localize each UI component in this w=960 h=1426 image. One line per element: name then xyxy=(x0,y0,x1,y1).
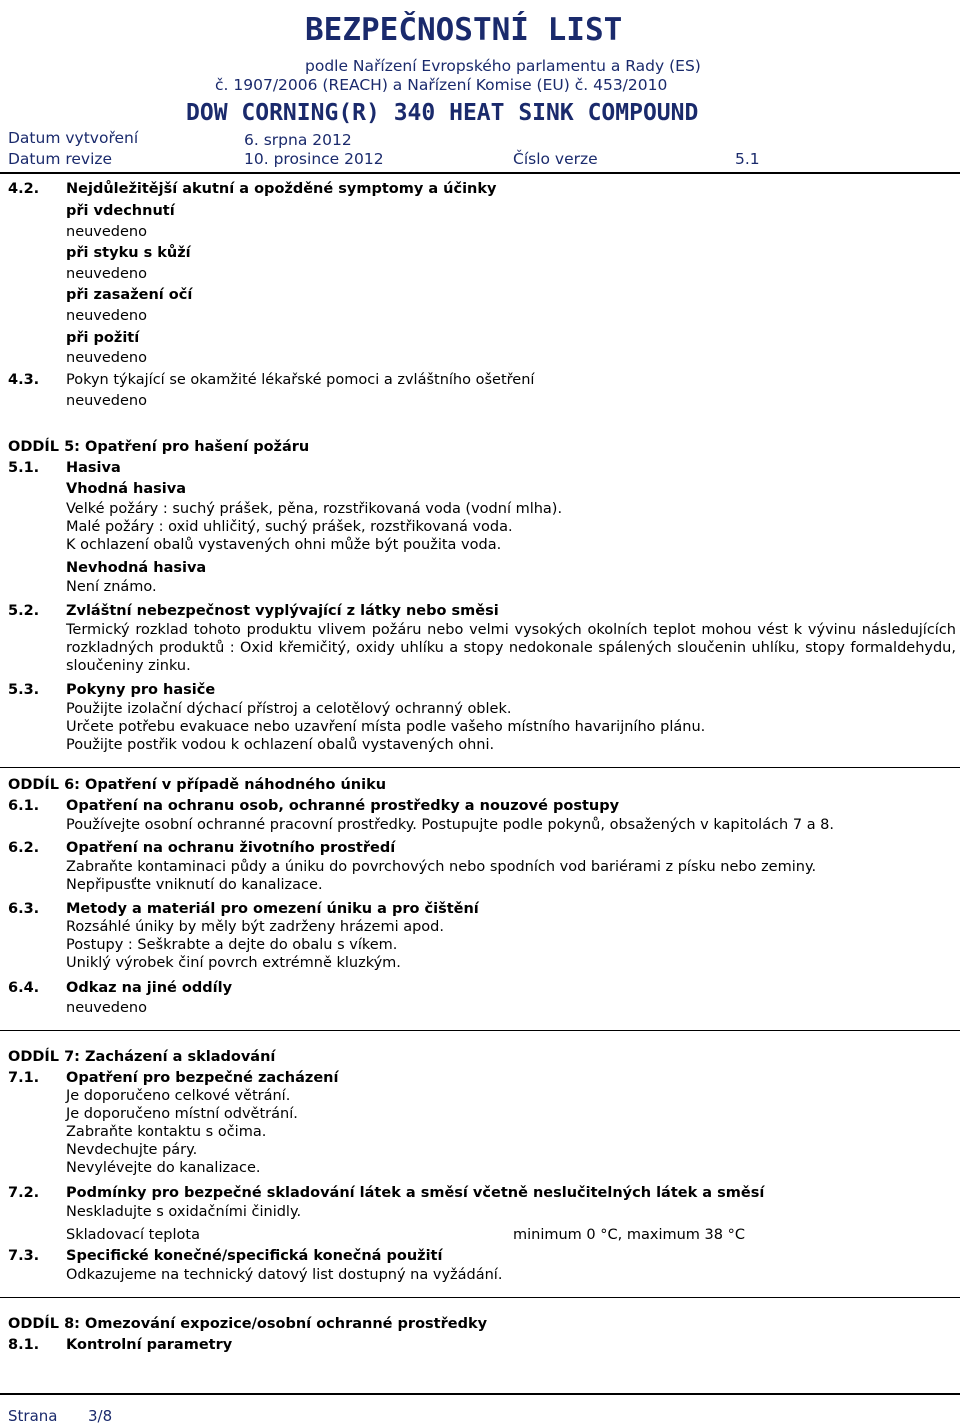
subheading: Nevhodná hasiva xyxy=(66,560,207,576)
section-heading: ODDÍL 6: Opatření v případě náhodného úniku xyxy=(8,777,387,793)
section-title: Odkaz na jiné oddíly xyxy=(66,980,233,996)
regulation-subtitle-1: podle Nařízení Evropského parlamentu a Rady (ES) xyxy=(305,57,701,75)
value-text: neuvedeno xyxy=(66,393,147,409)
created-value: 6. srpna 2012 xyxy=(244,131,352,149)
section-number: 4.3. xyxy=(8,372,40,388)
subheading: při požití xyxy=(66,330,140,346)
text-line: Velké požáry : suchý prášek, pěna, rozstřikovaná voda (vodní mlha). xyxy=(66,501,563,517)
section-title: Zvláštní nebezpečnost vyplývající z látky nebo směsi xyxy=(66,603,499,619)
section-number: 5.2. xyxy=(8,603,40,619)
section-number: 6.3. xyxy=(8,901,40,917)
value-text: neuvedeno xyxy=(66,1000,147,1016)
section-number: 7.1. xyxy=(8,1070,40,1086)
text-line: K ochlazení obalů vystavených ohni může být použita voda. xyxy=(66,537,502,553)
section-title: Opatření na ochranu osob, ochranné prostředky a nouzové postupy xyxy=(66,798,620,814)
section-title: Metody a materiál pro omezení úniku a pro čištění xyxy=(66,901,479,917)
storage-temperature-label: Skladovací teplota xyxy=(66,1227,200,1243)
product-name: DOW CORNING(R) 340 HEAT SINK COMPOUND xyxy=(186,100,699,126)
section-title: Nejdůležitější akutní a opožděné symptomy a účinky xyxy=(66,181,497,197)
text-line: Neskladujte s oxidačními činidly. xyxy=(66,1204,302,1220)
section-title: Hasiva xyxy=(66,460,121,476)
subheading: při vdechnutí xyxy=(66,203,175,219)
section-title: Kontrolní parametry xyxy=(66,1337,233,1353)
revision-label: Datum revize xyxy=(8,150,113,168)
section-title: Opatření pro bezpečné zacházení xyxy=(66,1070,339,1086)
section-number: 6.4. xyxy=(8,980,40,996)
text-line: Je doporučeno místní odvětrání. xyxy=(66,1106,298,1122)
text-line: Použijte izolační dýchací přístroj a celotělový ochranný oblek. xyxy=(66,701,512,717)
section-heading: ODDÍL 8: Omezování expozice/osobní ochranné prostředky xyxy=(8,1316,488,1332)
section-number: 7.2. xyxy=(8,1185,40,1201)
section-heading: ODDÍL 5: Opatření pro hašení požáru xyxy=(8,439,310,455)
section-number: 5.3. xyxy=(8,682,40,698)
value-text: neuvedeno xyxy=(66,350,147,366)
section-title: Podmínky pro bezpečné skladování látek a směsí včetně neslučitelných látek a směsí xyxy=(66,1185,765,1201)
section-heading: ODDÍL 7: Zacházení a skladování xyxy=(8,1049,276,1065)
created-label: Datum vytvoření xyxy=(8,129,139,147)
document-title: BEZPEČNOSTNÍ LIST xyxy=(305,12,623,48)
section-rule xyxy=(0,1030,960,1031)
subheading: při styku s kůží xyxy=(66,245,191,261)
section-number: 5.1. xyxy=(8,460,40,476)
footer-rule xyxy=(0,1393,960,1395)
subheading: při zasažení očí xyxy=(66,287,193,303)
section-number: 8.1. xyxy=(8,1337,40,1353)
section-title: Opatření na ochranu životního prostředí xyxy=(66,840,396,856)
page-label: Strana xyxy=(8,1407,58,1425)
regulation-subtitle-2: č. 1907/2006 (REACH) a Nařízení Komise (EU) č. 453/2010 xyxy=(215,76,668,94)
revision-value: 10. prosince 2012 xyxy=(244,150,384,168)
text-line: Malé požáry : oxid uhličitý, suchý prášek, rozstřikovaná voda. xyxy=(66,519,513,535)
text-line: Nevdechujte páry. xyxy=(66,1142,198,1158)
section-number: 7.3. xyxy=(8,1248,40,1264)
version-label: Číslo verze xyxy=(513,150,598,168)
subheading: Vhodná hasiva xyxy=(66,481,186,497)
header-rule xyxy=(0,172,960,174)
paragraph: Termický rozklad tohoto produktu vlivem požáru nebo velmi vysokých okolních teplot mohou vést k vývinu následujících rozkladných produktů : Oxid křemičitý, oxidy uhlíku a stopy nedokonale spálených sloučenin uhlíku, stopy formaldehydu, sloučeniny zinku. xyxy=(66,622,956,674)
text-line: Zabraňte kontaminaci půdy a úniku do povrchových nebo spodních vod bariérami z písku nebo zeminy. xyxy=(66,859,817,875)
text-line: Použijte postřik vodou k ochlazení obalů vystavených ohni. xyxy=(66,737,495,753)
section-number: 4.2. xyxy=(8,181,40,197)
text-line: Určete potřebu evakuace nebo uzavření místa podle vašeho místního havarijního plánu. xyxy=(66,719,706,735)
page-number: 3/8 xyxy=(88,1407,113,1425)
value-text: neuvedeno xyxy=(66,266,147,282)
section-number: 6.2. xyxy=(8,840,40,856)
text-line: Zabraňte kontaktu s očima. xyxy=(66,1124,267,1140)
storage-temperature-value: minimum 0 °C, maximum 38 °C xyxy=(513,1227,745,1243)
value-text: neuvedeno xyxy=(66,224,147,240)
section-title: Specifické konečné/specifická konečná použití xyxy=(66,1248,443,1264)
section-title: Pokyn týkající se okamžité lékařské pomoci a zvláštního ošetření xyxy=(66,372,535,388)
value-text: Není známo. xyxy=(66,579,157,595)
version-value: 5.1 xyxy=(735,150,760,168)
section-title: Pokyny pro hasiče xyxy=(66,682,216,698)
text-line: Postupy : Seškrabte a dejte do obalu s víkem. xyxy=(66,937,398,953)
section-rule xyxy=(0,767,960,768)
text-line: Rozsáhlé úniky by měly být zadrženy hrázemi apod. xyxy=(66,919,444,935)
text-line: Odkazujeme na technický datový list dostupný na vyžádání. xyxy=(66,1267,503,1283)
text-line: Nepřipusťte vniknutí do kanalizace. xyxy=(66,877,323,893)
text-line: Nevylévejte do kanalizace. xyxy=(66,1160,261,1176)
text-line: Používejte osobní ochranné pracovní prostředky. Postupujte podle pokynů, obsažených v kapitolách 7 a 8. xyxy=(66,817,835,833)
value-text: neuvedeno xyxy=(66,308,147,324)
section-number: 6.1. xyxy=(8,798,40,814)
text-line: Je doporučeno celkové větrání. xyxy=(66,1088,291,1104)
text-line: Uniklý výrobek činí povrch extrémně kluzkým. xyxy=(66,955,401,971)
section-rule xyxy=(0,1297,960,1298)
